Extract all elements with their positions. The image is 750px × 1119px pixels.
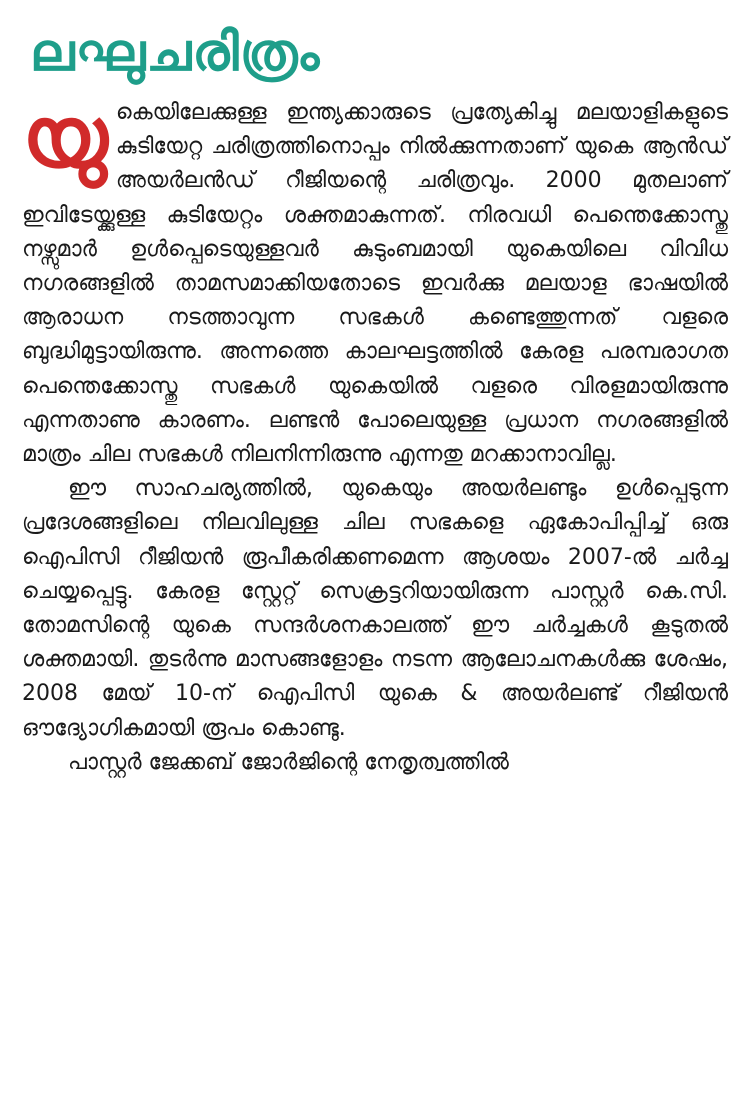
paragraph-3: പാസ്റ്റർ ജേക്കബ് ജോർജിന്റെ നേതൃത്വത്തിൽ	[68, 749, 509, 775]
article-title: ലഘുചരിത്രം	[30, 23, 321, 83]
drop-cap: യു	[22, 88, 108, 186]
paragraph-1	[22, 88, 728, 472]
paragraph-1-text: കെയിലേക്കുള്ള ഇന്ത്യക്കാരുടെ പ്രത്യേകിച്ചു മലയാളികളുടെ കുടിയേറ്റ ചരിത്രത്തിനൊപ്പം നിൽക്കുന്നതാണ് യുകെ ആൻഡ് അയർലൻഡ് റീജിയന്റെ ചരിത്രവും. 2000 മുതലാണ് ഇവിടേയ്ക്കുള്ള കുടിയേറ്റം ശക്തമാകുന്നത്. നിരവധി പെന്തെക്കോസ്തു നഴ്സുമാർ ഉൾപ്പെടെയുള്ളവർ കുടുംബമായി യുകെയിലെ വിവിധ നഗരങ്ങളിൽ താമസമാക്കിയതോടെ ഇവർക്കു മലയാള ഭാഷയിൽ ആരാധന നടത്താവുന്ന സഭകൾ കണ്ടെത്തുന്നത് വളരെ ബുദ്ധിമുട്ടായിരുന്നു. അന്നത്തെ കാലഘട്ടത്തിൽ കേരള പരമ്പരാഗത പെന്തെക്കോസ്തു സഭകൾ യുകെയിൽ വളരെ വിരളമായിരുന്നു എന്നതാണു കാരണം. ലണ്ടൻ പോലെയുള്ള പ്രധാന നഗരങ്ങളിൽ മാത്രം ചില സഭകൾ നിലനിന്നിരുന്നു എന്നതു മറക്കാനാവില്ല.	[22, 100, 728, 468]
paragraph-2: ഈ സാഹചര്യത്തിൽ, യുകെയും അയർലണ്ടും ഉൾപ്പെടുന്ന പ്രദേശങ്ങളിലെ നിലവിലുള്ള ചില സഭകളെ ഏകോപിപ്പിച്ച് ഒരു ഐപിസി റീജിയൻ രൂപീകരിക്കണമെന്ന ആശയം 2007-ൽ ചർച്ച ചെയ്യപ്പെട്ടു. കേരള സ്റ്റേറ്റ് സെക്രട്ടറിയായിരുന്ന പാസ്റ്റർ കെ.സി. തോമസിന്റെ യുകെ സന്ദർശനകാലത്ത് ഈ ചർച്ചകൾ കൂടുതൽ ശക്തമായി. തുടർന്നു മാസങ്ങളോളം നടന്ന ആലോചനകൾക്കു ശേഷം, 2008 മേയ് 10-ന് ഐപിസി യുകെ & അയർലണ്ട് റീജിയൻ ഔദ്യോഗികമായി രൂപം കൊണ്ടു.	[22, 476, 728, 741]
article-body	[22, 88, 728, 780]
